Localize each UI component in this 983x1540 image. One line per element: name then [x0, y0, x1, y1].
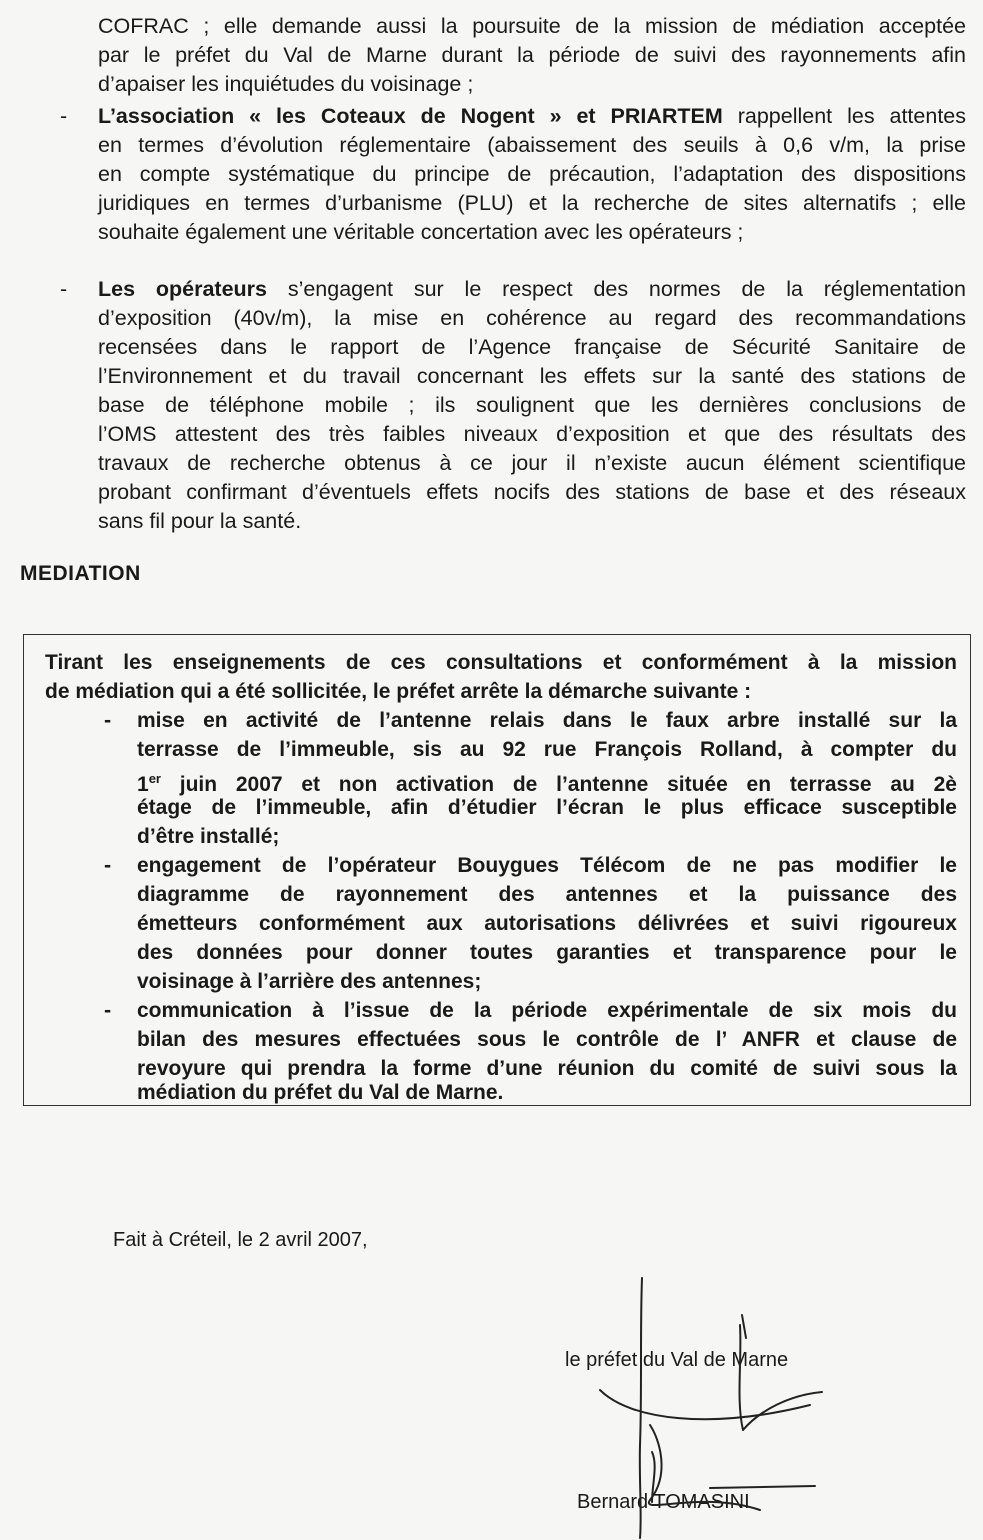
list-dash: -	[104, 708, 112, 732]
text-line: en compte systématique du principe de précaution, l’adaptation des dispositions	[98, 162, 966, 186]
text-line: d’exposition (40v/m), la mise en cohérence au regard des recommandations	[98, 306, 966, 330]
text-line: l’Environnement et du travail concernant les effets sur la santé des stations de	[98, 364, 966, 388]
text-line: par le préfet du Val de Marne durant la période de suivi des rayonnements afin	[98, 43, 966, 67]
box-item-line: voisinage à l’arrière des antennes;	[137, 970, 482, 993]
text-line: souhaite également une véritable concertation avec les opérateurs ;	[98, 220, 744, 244]
text-line: en termes d’évolution réglementaire (abaissement des seuils à 0,6 v/m, la prise	[98, 133, 966, 157]
list-dash: -	[104, 853, 112, 877]
text-line: base de téléphone mobile ; ils soulignent que les dernières conclusions de	[98, 393, 966, 417]
list-dash: -	[60, 277, 68, 301]
association-lead-text: rappellent les attentes	[722, 104, 966, 128]
text-line: probant confirmant d’éventuels effets nocifs des stations de base et des réseaux	[98, 480, 966, 504]
date-ordinal: er	[148, 771, 161, 786]
box-item-line: médiation du préfet du Val de Marne.	[137, 1081, 504, 1104]
box-item-line: revoyure qui prendra la forme d’une réunion du comité de suivi sous la	[137, 1057, 957, 1080]
box-item-line: diagramme de rayonnement des antennes et la puissance des	[137, 883, 957, 906]
box-item-line: communication à l’issue de la période expérimentale de six mois du	[137, 999, 957, 1022]
text-line: travaux de recherche obtenus à ce jour il n’existe aucun élément scientifique	[98, 451, 966, 475]
signatory-title: le préfet du Val de Marne	[565, 1349, 789, 1371]
box-intro-line: de médiation qui a été sollicitée, le préfet arrête la démarche suivante :	[45, 680, 752, 703]
date-rest: juin 2007 et non activation de l’antenne située en terrasse au 2è	[160, 773, 957, 796]
text-line	[98, 275, 966, 304]
text-line: l’OMS attestent des très faibles niveaux d’exposition et que des résultats des	[98, 422, 966, 446]
text-line: juridiques en termes d’urbanisme (PLU) et la recherche de sites alternatifs ; elle	[98, 191, 966, 215]
box-item-line: d’être installé;	[137, 825, 280, 848]
text-line: sans fil pour la santé.	[98, 509, 302, 533]
text-line	[98, 102, 966, 131]
box-item-line: étage de l’immeuble, afin d’étudier l’écran le plus efficace susceptible	[137, 796, 957, 819]
date-day: 1	[137, 773, 149, 796]
box-intro-line: Tirant les enseignements de ces consultations et conformément à la mission	[45, 651, 957, 674]
text-line: recensées dans le rapport de l’Agence française de Sécurité Sanitaire de	[98, 335, 966, 359]
box-item-line: des données pour donner toutes garanties et transparence pour le	[137, 941, 957, 964]
box-item-line: terrasse de l’immeuble, sis au 92 rue François Rolland, à compter du	[137, 738, 957, 761]
list-dash: -	[104, 998, 112, 1022]
handwritten-signature	[560, 1270, 850, 1540]
box-item-line: émetteurs conformément aux autorisations délivrées et suivi rigoureux	[137, 912, 957, 935]
association-name: L’association « les Coteaux de Nogent » et PRIARTEM	[98, 104, 723, 128]
list-dash: -	[60, 104, 68, 128]
text-line: d’apaiser les inquiétudes du voisinage ;	[98, 72, 474, 96]
section-heading: MEDIATION	[20, 562, 141, 585]
text-line: COFRAC ; elle demande aussi la poursuite de la mission de médiation acceptée	[98, 14, 966, 38]
box-item-line: engagement de l’opérateur Bouygues Télécom de ne pas modifier le	[137, 854, 957, 877]
operators-label: Les opérateurs	[98, 277, 267, 301]
closing-place-date: Fait à Créteil, le 2 avril 2007,	[113, 1229, 368, 1251]
box-item-line: mise en activité de l’antenne relais dans le faux arbre installé sur la	[137, 709, 957, 732]
box-item-line: bilan des mesures effectuées sous le contrôle de l’ ANFR et clause de	[137, 1028, 957, 1051]
operators-lead-text: s’engagent sur le respect des normes de la réglementation	[267, 277, 966, 301]
signatory-name: Bernard TOMASINI	[577, 1491, 750, 1513]
